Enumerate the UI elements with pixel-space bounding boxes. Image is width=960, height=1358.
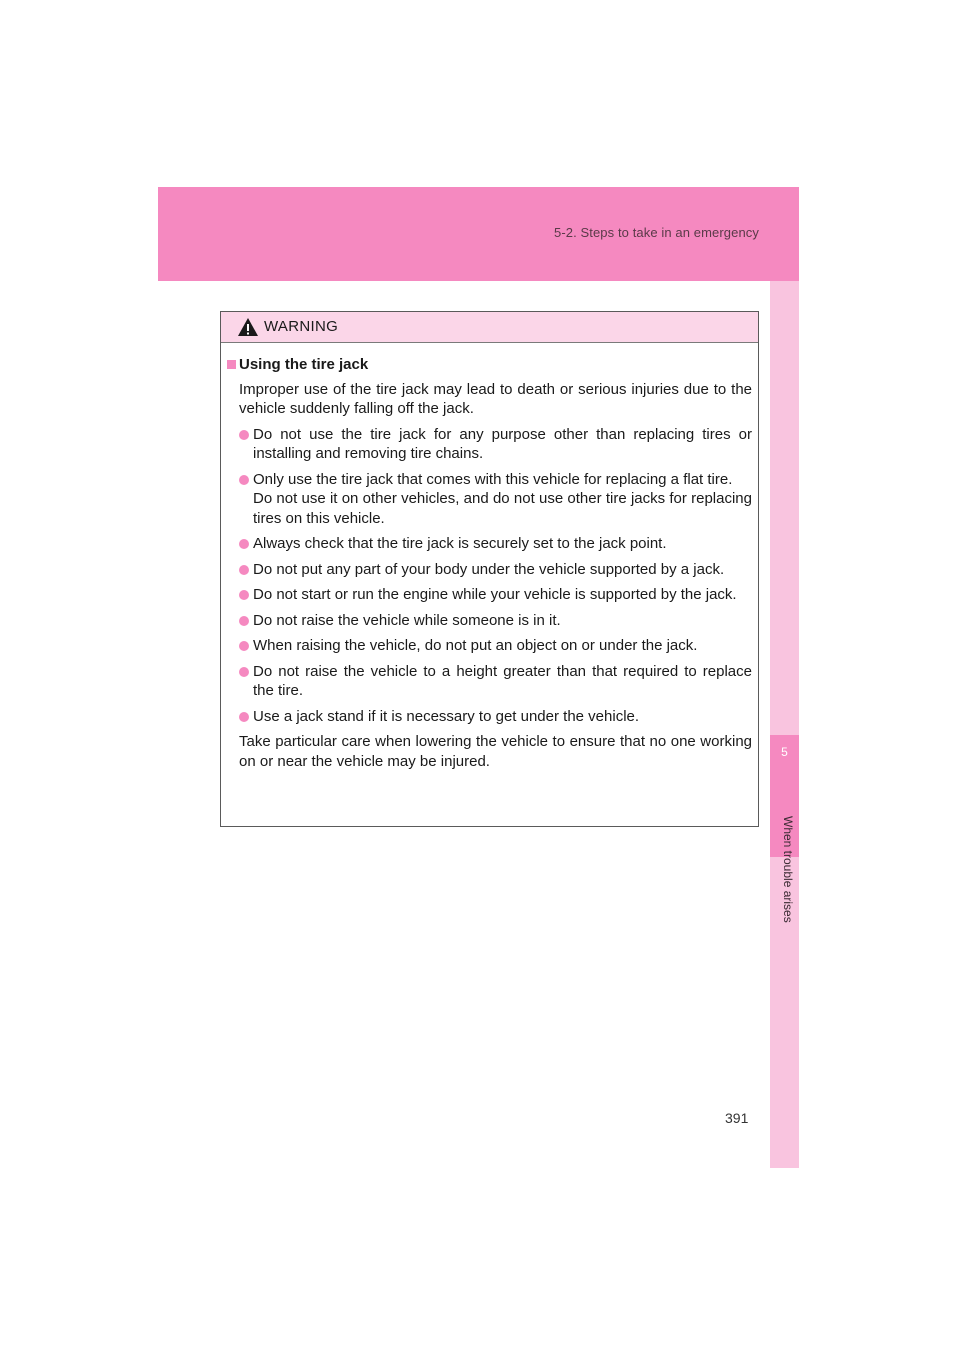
warning-bullet-list	[227, 425, 752, 727]
bullet-dot-icon	[239, 641, 249, 651]
chapter-label: When trouble arises	[781, 816, 795, 923]
warning-triangle-icon	[237, 317, 259, 337]
topic-square-icon	[227, 360, 236, 369]
bullet-dot-icon	[239, 667, 249, 677]
list-item: Always check that the tire jack is securely set to the jack point.	[227, 534, 752, 554]
bullet-dot-icon	[239, 616, 249, 626]
page-number: 391	[725, 1110, 749, 1126]
warning-header	[221, 312, 758, 343]
list-item: When raising the vehicle, do not put an object on or under the jack.	[227, 636, 752, 656]
list-item: Do not raise the vehicle to a height greater than that required to replace the tire.	[227, 662, 752, 701]
list-item: Do not use the tire jack for any purpose other than replacing tires or installing and removing tire chains.	[227, 425, 752, 464]
bullet-dot-icon	[239, 475, 249, 485]
list-item: Do not raise the vehicle while someone is in it.	[227, 611, 752, 631]
list-item: Do not start or run the engine while your vehicle is supported by the jack.	[227, 585, 752, 605]
bullet-dot-icon	[239, 539, 249, 549]
warning-intro: Improper use of the tire jack may lead to death or serious injuries due to the vehicle suddenly falling off the jack.	[239, 380, 752, 417]
warning-body	[221, 343, 758, 771]
bullet-dot-icon	[239, 590, 249, 600]
warning-topic	[227, 355, 752, 375]
list-item: Only use the tire jack that comes with this vehicle for replacing a flat tire. Do not use it on other vehicles, and do not use other tire jacks for replacing tires on this vehicle.	[227, 470, 752, 529]
warning-title: WARNING	[264, 318, 339, 335]
chapter-side-tab	[770, 281, 799, 1168]
list-item: Use a jack stand if it is necessary to get under the vehicle.	[227, 707, 752, 727]
header-band	[158, 187, 799, 281]
warning-box	[220, 311, 759, 827]
list-item: Do not put any part of your body under the vehicle supported by a jack.	[227, 560, 752, 580]
bullet-dot-icon	[239, 565, 249, 575]
warning-topic-text: Using the tire jack	[239, 356, 369, 373]
bullet-dot-icon	[239, 430, 249, 440]
chapter-number: 5	[781, 745, 788, 759]
bullet-dot-icon	[239, 712, 249, 722]
section-title: 5-2. Steps to take in an emergency	[553, 225, 759, 240]
warning-outro: Take particular care when lowering the vehicle to ensure that no one working on or near the vehicle may be injured.	[239, 733, 752, 770]
